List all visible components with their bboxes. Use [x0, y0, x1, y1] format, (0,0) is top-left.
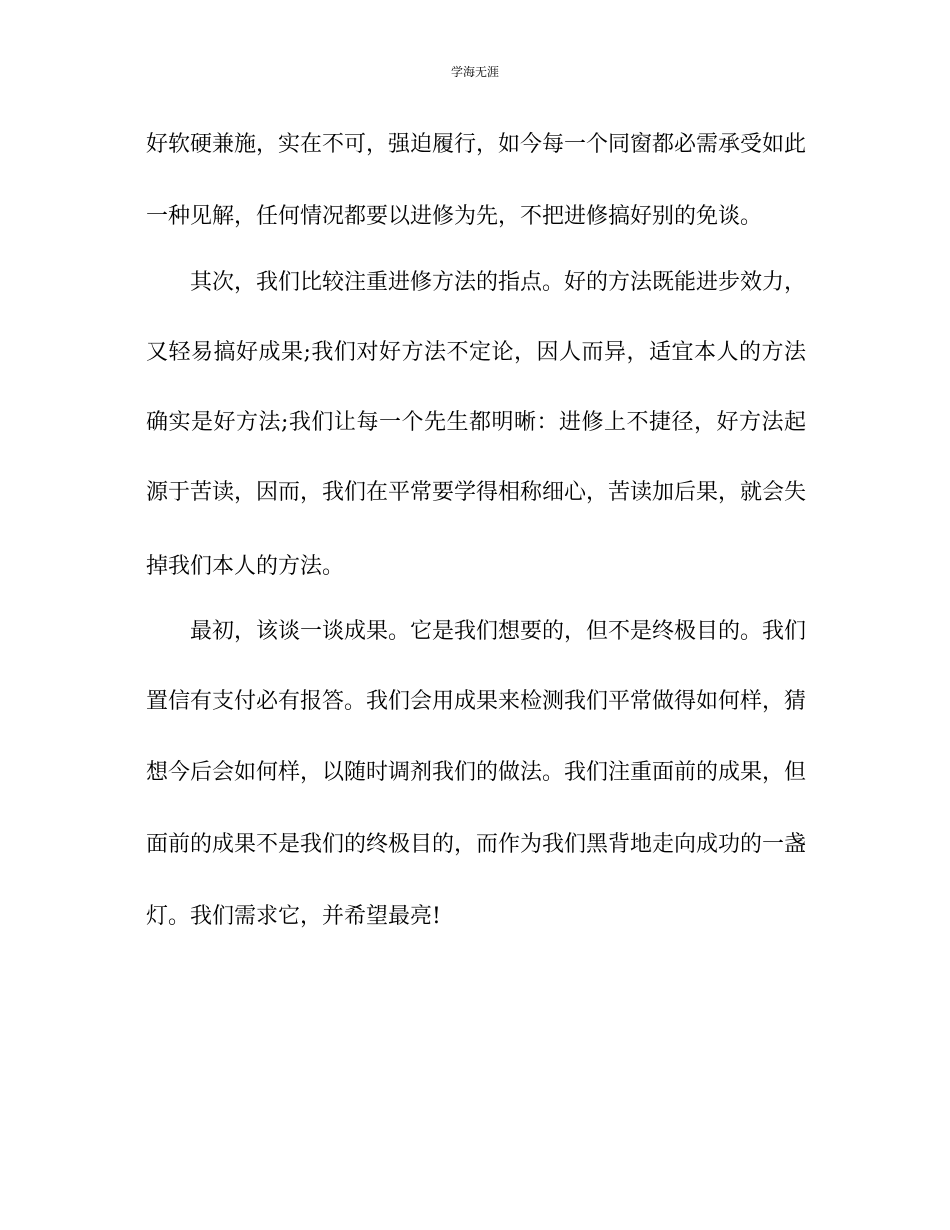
text-line: 灯。我们需求它，并希望最亮!	[146, 904, 441, 929]
text-line: 一种见解，任何情况都要以进修为先，不把进修搞好别的免谈。	[146, 204, 763, 229]
text-line: 面前的成果不是我们的终极目的，而作为我们黑背地走向成功的一盏	[146, 832, 806, 857]
text-line: 源于苦读，因而，我们在平常要学得相称细心，苦读加后果，就会失	[146, 480, 806, 505]
text-line: 又轻易搞好成果;我们对好方法不定论，因人而异，适宜本人的方法	[146, 340, 806, 365]
page-header: 学海无涯	[450, 65, 499, 79]
paragraph-first-line: 最初，该谈一谈成果。它是我们想要的，但不是终极目的。我们	[190, 619, 806, 644]
text-line: 确实是好方法;我们让每一个先生都明晰：进修上不捷径，好方法起	[146, 410, 806, 435]
text-line: 置信有支付必有报答。我们会用成果来检测我们平常做得如何样，猜	[146, 689, 806, 714]
paragraph-first-line: 其次，我们比较注重进修方法的指点。好的方法既能进步效力，	[190, 270, 806, 295]
text-line: 掉我们本人的方法。	[146, 554, 345, 579]
text-line: 想今后会如何样，以随时调剂我们的做法。我们注重面前的成果，但	[146, 760, 806, 785]
text-line: 好软硬兼施，实在不可，强迫履行，如今每一个同窗都必需承受如此	[146, 132, 806, 157]
